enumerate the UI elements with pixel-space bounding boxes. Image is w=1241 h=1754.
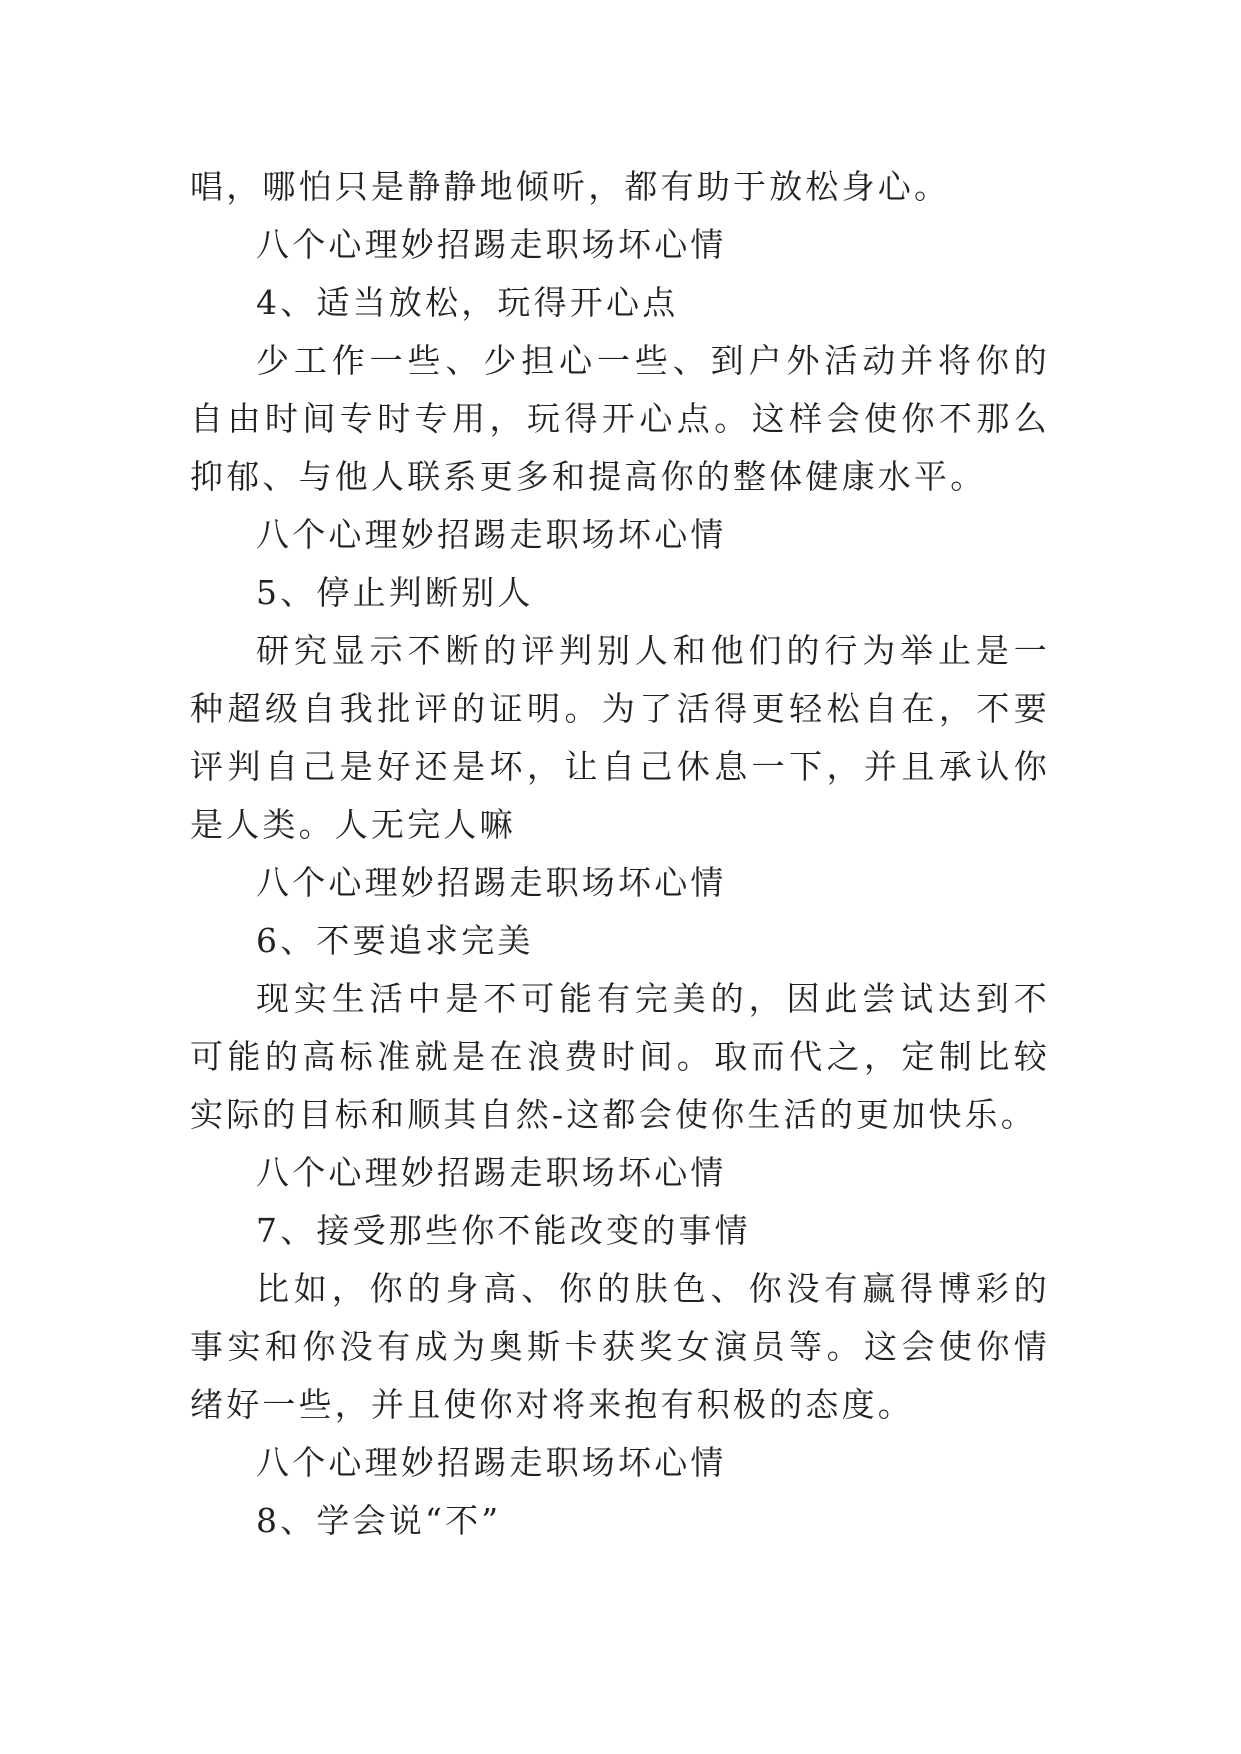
tip-title-7: 7、接受那些你不能改变的事情 <box>256 1211 751 1250</box>
paragraph-continuation: 唱，哪怕只是静静地倾听，都有助于放松身心。 <box>190 167 951 206</box>
section-heading: 八个心理妙招踢走职场坏心情 <box>256 515 727 554</box>
tip-body-7: 比如，你的身高、你的肤色、你没有赢得博彩的事实和你没有成为奥斯卡获奖女演员等。这会使你情绪好一些，并且使你对将来抱有积极的态度。 <box>190 1269 1050 1424</box>
tip-body-4: 少工作一些、少担心一些、到户外活动并将你的自由时间专时专用，玩得开心点。这样会使你不那么抑郁、与他人联系更多和提高你的整体健康水平。 <box>190 341 1050 496</box>
section-heading: 八个心理妙招踢走职场坏心情 <box>256 1443 727 1482</box>
section-heading: 八个心理妙招踢走职场坏心情 <box>256 863 727 902</box>
tip-title-8: 8、学会说“不” <box>256 1501 502 1540</box>
document-body <box>190 158 1050 1550</box>
tip-title-5: 5、停止判断别人 <box>256 573 534 612</box>
section-heading: 八个心理妙招踢走职场坏心情 <box>256 1153 727 1192</box>
tip-title-6: 6、不要追求完美 <box>256 921 534 960</box>
section-heading: 八个心理妙招踢走职场坏心情 <box>256 225 727 264</box>
tip-title-4: 4、适当放松，玩得开心点 <box>256 283 679 322</box>
tip-body-6: 现实生活中是不可能有完美的，因此尝试达到不可能的高标准就是在浪费时间。取而代之，定制比较实际的目标和顺其自然-这都会使你生活的更加快乐。 <box>190 979 1050 1134</box>
tip-body-5: 研究显示不断的评判别人和他们的行为举止是一种超级自我批评的证明。为了活得更轻松自在，不要评判自己是好还是坏，让自己休息一下，并且承认你是人类。人无完人嘛 <box>190 631 1050 844</box>
